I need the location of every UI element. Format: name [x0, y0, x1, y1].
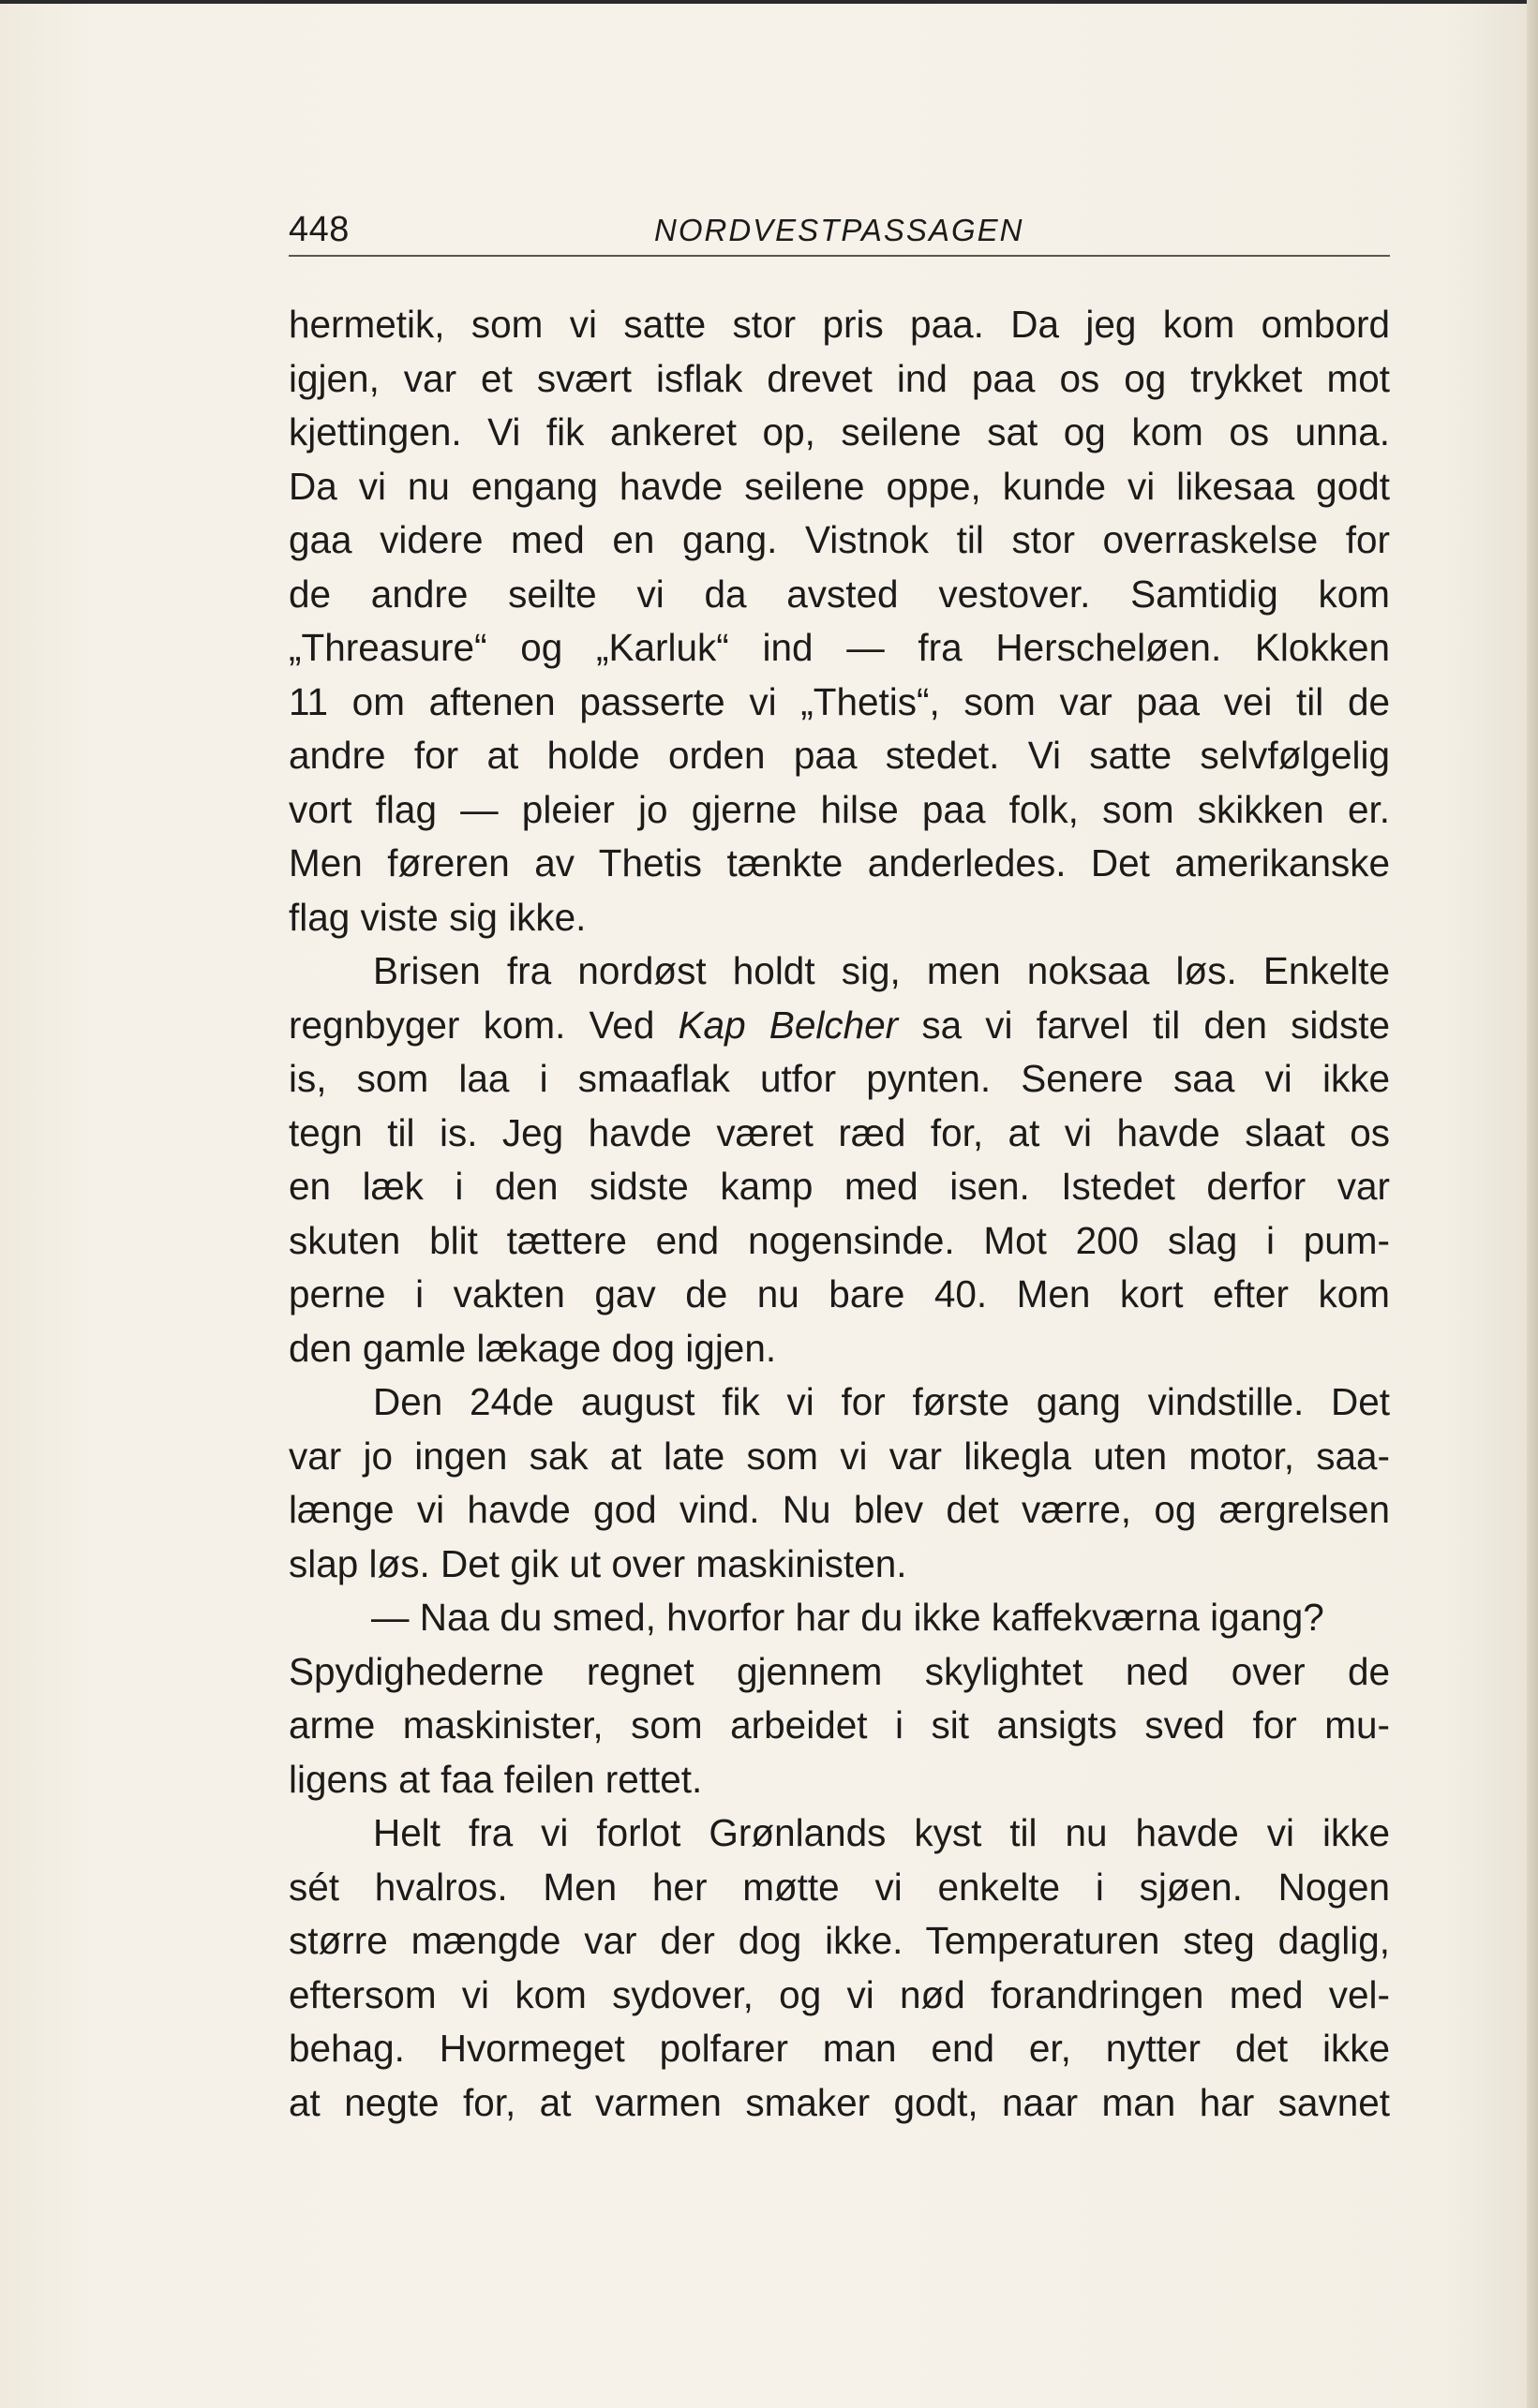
text-line: ligens at faa feilen rettet. — [289, 1757, 703, 1801]
page-header — [289, 208, 1390, 257]
text-line: behag. Hvormeget polfarer man end er, nytter det ikke — [289, 2027, 1390, 2070]
text-line: perne i vakten gav de nu bare 40. Men kort efter kom — [289, 1272, 1390, 1315]
body-text — [289, 298, 1390, 2130]
text-line: 11 om aftenen passerte vi „Thetis“, som var paa vei til de — [289, 679, 1390, 723]
text-line: Da vi nu engang havde seilene oppe, kunde vi likesaa godt — [289, 464, 1390, 508]
text-line: slap løs. Det gik ut over maskinisten. — [289, 1541, 907, 1585]
text-line: længe vi havde god vind. Nu blev det værre, og ærgrelsen — [289, 1488, 1390, 1531]
text-line: kjettingen. Vi fik ankeret op, seilene sat og kom os unna. — [289, 410, 1390, 453]
place-name-italic: Kap Belcher — [678, 1003, 899, 1047]
text-line: is, som laa i smaaflak utfor pynten. Senere saa vi ikke — [289, 1057, 1390, 1100]
text-line: „Threasure“ og „Karluk“ ind — fra Herscheløen. Klokken — [289, 626, 1390, 669]
paragraph-start-line: Brisen fra nordøst holdt sig, men noksaa løs. Enkelte — [373, 949, 1390, 992]
text-line: Men føreren av Thetis tænkte anderledes. Det amerikanske — [289, 841, 1390, 884]
text-segment: regnbyger kom. Ved — [289, 1003, 679, 1047]
text-line: at negte for, at varmen smaker godt, naar man har savnet — [289, 2080, 1390, 2124]
scan-top-edge — [0, 0, 1538, 4]
text-line: de andre seilte vi da avsted vestover. Samtidig kom — [289, 572, 1390, 616]
running-title: NORDVESTPASSAGEN — [654, 213, 1024, 247]
text-line: var jo ingen sak at late som vi var likegla uten motor, saa- — [289, 1434, 1390, 1478]
text-line: eftersom vi kom sydover, og vi nød forandringen med vel- — [289, 1972, 1390, 2016]
page-number: 448 — [289, 210, 350, 249]
text-line: Spydighederne regnet gjennem skylightet ned over de — [289, 1649, 1390, 1693]
dialogue-line: — Naa du smed, hvorfor har du ikke kaffekværna igang? — [371, 1596, 1324, 1639]
text-line: flag viste sig ikke. — [289, 895, 587, 939]
text-line: andre for at holde orden paa stedet. Vi satte selvfølgelig — [289, 734, 1390, 777]
text-line: vort flag — pleier jo gjerne hilse paa folk, som skikken er. — [289, 787, 1390, 831]
text-line: arme maskinister, som arbeidet i sit ansigts sved for mu- — [289, 1703, 1390, 1747]
text-line: større mængde var der dog ikke. Temperaturen steg daglig, — [289, 1919, 1390, 1962]
text-line: hermetik, som vi satte stor pris paa. Da jeg kom ombord — [289, 303, 1390, 346]
text-line: den gamle lækage dog igjen. — [289, 1326, 777, 1370]
text-line-with-italic — [289, 999, 1390, 1053]
text-line: sét hvalros. Men her møtte vi enkelte i sjøen. Nogen — [289, 1865, 1390, 1909]
text-line: en læk i den sidste kamp med isen. Istedet derfor var — [289, 1165, 1390, 1208]
text-line: gaa videre med en gang. Vistnok til stor overraskelse for — [289, 518, 1390, 561]
text-line: skuten blit tættere end nogensinde. Mot 200 slag i pum- — [289, 1218, 1390, 1262]
paragraph-start-line: Den 24de august fik vi for første gang vindstille. Det — [373, 1380, 1390, 1423]
text-line: igjen, var et svært isflak drevet ind paa os og trykket mot — [289, 356, 1390, 400]
text-line: tegn til is. Jeg havde været ræd for, at vi havde slaat os — [289, 1110, 1390, 1154]
paragraph-start-line: Helt fra vi forlot Grønlands kyst til nu havde vi ikke — [373, 1811, 1390, 1854]
page-right-edge — [1527, 0, 1538, 2408]
text-segment: sa vi farvel til den sidste — [898, 1003, 1390, 1047]
